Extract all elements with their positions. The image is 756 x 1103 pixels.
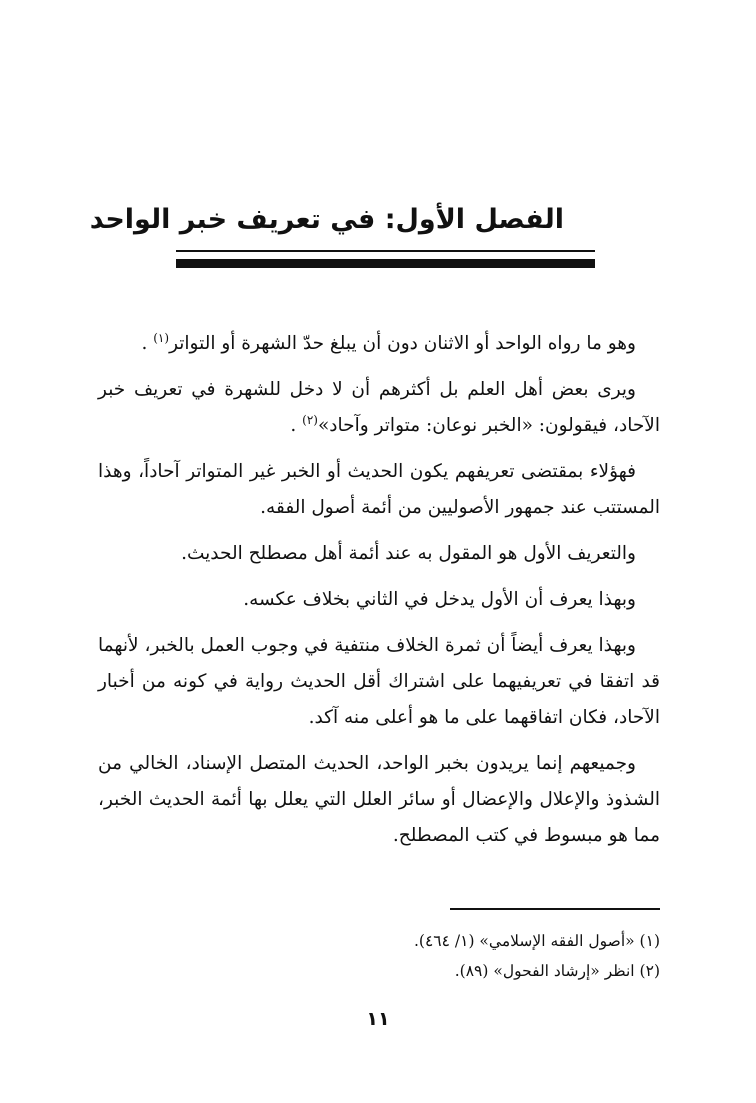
paragraph-end: . bbox=[290, 415, 297, 436]
footnote-separator bbox=[450, 908, 660, 910]
paragraph: وبهذا يعرف أن الأول يدخل في الثاني بخلاف عكسه. bbox=[243, 589, 636, 610]
paragraph: وبهذا يعرف أيضاً أن ثمرة الخلاف منتفية في وجوب العمل بالخبر، لأنهما قد اتفقا في تعريفيهما على اشتراك أقل الحديث رواية في كونه من أخبار الآحاد، فكان اتفاقهما على ما هو أعلى منه آكد. bbox=[98, 635, 660, 728]
paragraph bbox=[98, 326, 660, 362]
paragraph-end: . bbox=[141, 333, 148, 354]
footnote bbox=[100, 926, 660, 956]
footnotes bbox=[100, 926, 660, 986]
paragraph: وجميعهم إنما يريدون بخبر الواحد، الحديث المتصل الإسناد، الخالي من الشذوذ والإعلال والإعضال أو سائر العلل التي يعلل بها أئمة الحديث الخبر، مما هو مبسوط في كتب المصطلح. bbox=[98, 753, 660, 846]
paragraph: والتعريف الأول هو المقول به عند أئمة أهل مصطلح الحديث. bbox=[181, 543, 636, 564]
footnote bbox=[100, 956, 660, 986]
paragraph-text: وهو ما رواه الواحد أو الاثنان دون أن يبلغ حدّ الشهرة أو التواتر bbox=[169, 333, 636, 354]
paragraph bbox=[98, 372, 660, 444]
title-rule-thin bbox=[176, 250, 595, 252]
footnote-label: (٢) bbox=[639, 962, 660, 980]
footnote-reference: (٢) bbox=[302, 412, 318, 427]
page-number: ١١ bbox=[366, 1008, 390, 1030]
footnote-text: انظر «إرشاد الفحول» (٨٩). bbox=[454, 962, 635, 980]
footnote-reference: (١) bbox=[153, 330, 170, 345]
footnote-text: «أصول الفقه الإسلامي» (١/ ٤٦٤). bbox=[414, 932, 635, 950]
body-text bbox=[98, 326, 660, 864]
title-rule-thick bbox=[176, 259, 595, 268]
chapter-title: الفصل الأول: في تعريف خبر الواحد bbox=[89, 204, 564, 235]
footnote-label: (١) bbox=[639, 932, 660, 950]
paragraph-text: ويرى بعض أهل العلم بل أكثرهم أن لا دخل للشهرة في تعريف خبر الآحاد، فيقولون: «الخبر نوعان: متواتر وآحاد» bbox=[98, 379, 660, 436]
paragraph: فهؤلاء بمقتضى تعريفهم يكون الحديث أو الخبر غير المتواتر آحاداً، وهذا المستتب عند جمهور الأصوليين من أئمة أصول الفقه. bbox=[98, 461, 660, 518]
